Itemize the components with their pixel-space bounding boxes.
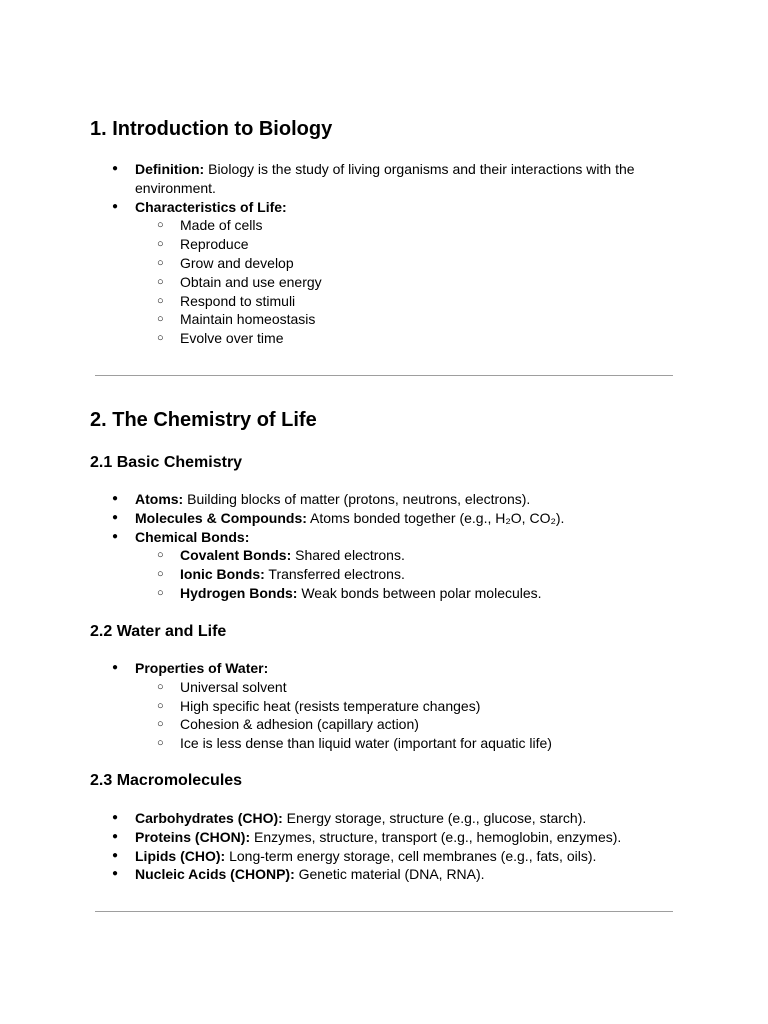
bond-text: Transferred electrons. <box>264 566 405 583</box>
characteristics-label: Characteristics of Life: <box>135 198 287 215</box>
section-divider <box>95 911 673 912</box>
characteristics-sublist <box>135 216 650 348</box>
water-property-item: ○ Universal solvent <box>135 678 650 697</box>
macromolecules-list <box>90 809 650 884</box>
water-list <box>90 659 650 753</box>
characteristic-item: ○ Evolve over time <box>135 329 650 348</box>
list-item-chemical-bonds <box>90 528 650 603</box>
list-item-definition <box>90 160 650 198</box>
list-item-characteristics <box>90 198 650 348</box>
characteristic-item: ○ Grow and develop <box>135 254 650 273</box>
molecules-text: Atoms bonded together (e.g., H₂O, CO₂). <box>306 509 565 526</box>
macromolecule-item <box>90 847 650 866</box>
water-property-item: ○ Ice is less dense than liquid water (important for aquatic life) <box>135 734 650 753</box>
chemical-bonds-label: Chemical Bonds: <box>135 528 250 545</box>
macromolecule-text: Energy storage, structure (e.g., glucose, starch). <box>282 810 587 826</box>
definition-text: Biology is the study of living organisms and their interactions with the environment. <box>135 161 635 196</box>
molecules-label: Molecules & Compounds: <box>135 509 307 526</box>
subsection-title-basic-chemistry: 2.1 Basic Chemistry <box>90 454 243 471</box>
list-item-molecules <box>90 509 650 528</box>
bond-label: Covalent Bonds: <box>180 547 292 564</box>
characteristic-item: ○ Respond to stimuli <box>135 292 650 311</box>
macromolecule-item <box>90 865 650 884</box>
section-divider <box>95 375 673 376</box>
characteristic-item: ○ Reproduce <box>135 235 650 254</box>
macromolecule-label: Proteins (CHON): <box>135 828 251 845</box>
list-item-properties-of-water <box>90 659 650 753</box>
bond-item <box>135 546 650 565</box>
macromolecule-item <box>90 809 650 828</box>
section-title-introduction: 1. Introduction to Biology <box>90 118 333 140</box>
subsection-title-water: 2.2 Water and Life <box>90 623 227 640</box>
basic-chemistry-list <box>90 490 650 603</box>
macromolecule-label: Nucleic Acids (CHONP): <box>135 866 295 883</box>
bond-item <box>135 584 650 603</box>
characteristic-item: ○ Obtain and use energy <box>135 273 650 292</box>
bond-text: Weak bonds between polar molecules. <box>297 584 542 601</box>
section-title-chemistry: 2. The Chemistry of Life <box>90 409 317 431</box>
bond-label: Hydrogen Bonds: <box>180 584 298 601</box>
definition-label: Definition: <box>135 161 205 177</box>
macromolecule-text: Enzymes, structure, transport (e.g., hemoglobin, enzymes). <box>250 828 622 845</box>
macromolecule-label: Lipids (CHO): <box>135 847 226 864</box>
macromolecule-label: Carbohydrates (CHO): <box>135 810 283 826</box>
characteristic-item: ○ Made of cells <box>135 216 650 235</box>
bond-text: Shared electrons. <box>291 547 405 564</box>
subsection-title-macromolecules: 2.3 Macromolecules <box>90 772 243 789</box>
water-properties-sublist <box>135 678 650 753</box>
macromolecule-item <box>90 828 650 847</box>
bonds-sublist <box>135 546 650 602</box>
atoms-label: Atoms: <box>135 491 184 507</box>
bond-label: Ionic Bonds: <box>180 566 265 583</box>
list-item-atoms <box>90 490 650 509</box>
bond-item <box>135 565 650 584</box>
water-property-item: ○ Cohesion & adhesion (capillary action) <box>135 715 650 734</box>
properties-label: Properties of Water: <box>135 660 269 676</box>
atoms-text: Building blocks of matter (protons, neutrons, electrons). <box>183 491 531 507</box>
introduction-list <box>90 160 650 348</box>
macromolecule-text: Long-term energy storage, cell membranes (e.g., fats, oils). <box>225 847 597 864</box>
characteristic-item: ○ Maintain homeostasis <box>135 310 650 329</box>
macromolecule-text: Genetic material (DNA, RNA). <box>294 866 485 883</box>
water-property-item: ○ High specific heat (resists temperature changes) <box>135 697 650 716</box>
